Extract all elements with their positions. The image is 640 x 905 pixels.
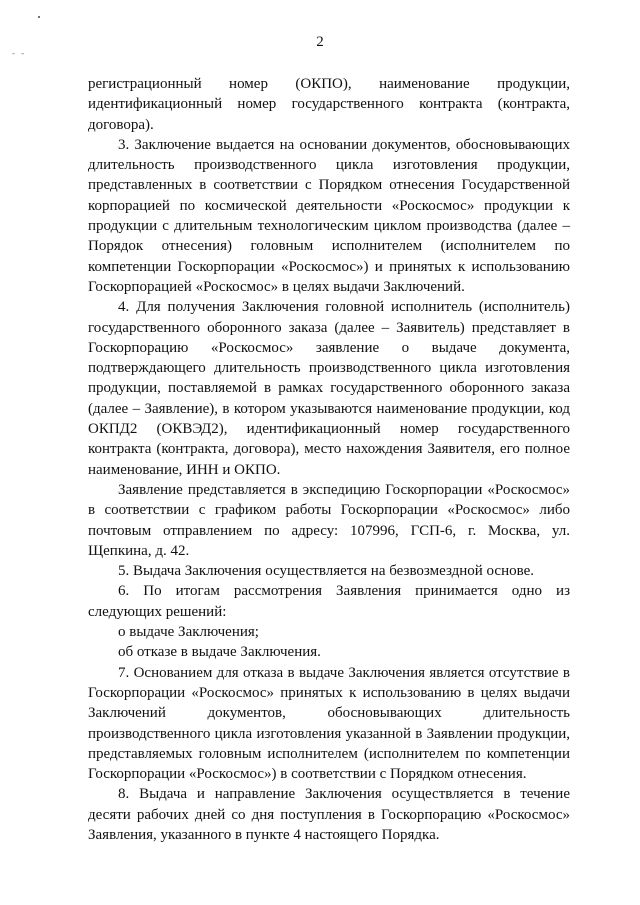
document-body: [88, 74, 570, 845]
paragraph-item-4: 4. Для получения Заключения головной исполнитель (исполнитель) государственного оборонного заказа (далее – Заявитель) представляет в Госкорпорацию «Роскосмос» заявление о выдаче документа, подтверждающего длительность производственного цикла изготовления продукции, поставляемой в рамках государственного оборонного заказа (далее – Заявление), в котором указываются наименование продукции, код ОКПД2 (ОКВЭД2), идентификационный номер государственного контракта (контракта, договора), место нахождения Заявителя, его полное наименование, ИНН и ОКПО.: [88, 299, 570, 478]
decision-option-refusal: об отказе в выдаче Заключения.: [118, 644, 321, 661]
paragraph-item-5: 5. Выдача Заключения осуществляется на безвозмездной основе.: [118, 563, 535, 580]
paragraph-item-3: 3. Заключение выдается на основании документов, обосновывающих длительность производственного цикла изготовления продукции, представленных в соответствии с Порядком отнесения Государственной корпорацией по космической деятельности «Роскосмос» продукции к продукции с длительным технологическим циклом производства (далее – Порядок отнесения) головным исполнителем (исполнителем по компетенции Госкорпорации «Роскосмос») и принятых к использованию Госкорпорацией «Роскосмос» в целях выдачи Заключений.: [88, 136, 570, 295]
paragraph-item-8: 8. Выдача и направление Заключения осуществляется в течение десяти рабочих дней со дня поступления в Госкорпорацию «Роскосмос» Заявления, указанного в пункте 4 настоящего Порядка.: [88, 786, 570, 843]
paragraph-item-7: 7. Основанием для отказа в выдаче Заключения является отсутствие в Госкорпорации «Роскосмос» принятых к использованию в целях выдачи Заключений документов, обосновывающих длительность производственного цикла изготовления указанной в Заявлении продукции, представляемых головным исполнителем (исполнителем по компетенции Госкорпорации «Роскосмос») в соответствии с Порядком отнесения.: [88, 664, 570, 783]
decision-option-issue: о выдаче Заключения;: [118, 624, 259, 641]
paragraph-continuation: регистрационный номер (ОКПО), наименование продукции, идентификационный номер государственного контракта (контракта, договора).: [88, 76, 570, 133]
scan-mark-dot: [38, 16, 40, 18]
paragraph-item-6: 6. По итогам рассмотрения Заявления принимается одно из следующих решений:: [88, 583, 570, 620]
page-number: 2: [316, 34, 324, 50]
scan-mark-dash: - -: [12, 48, 27, 58]
paragraph-application-submission: Заявление представляется в экспедицию Госкорпорации «Роскосмос» в соответствии с графиком работы Госкорпорации «Роскосмос» либо почтовым отправлением по адресу: 107996, ГСП-6, г. Москва, ул. Щепкина, д. 42.: [88, 481, 570, 559]
